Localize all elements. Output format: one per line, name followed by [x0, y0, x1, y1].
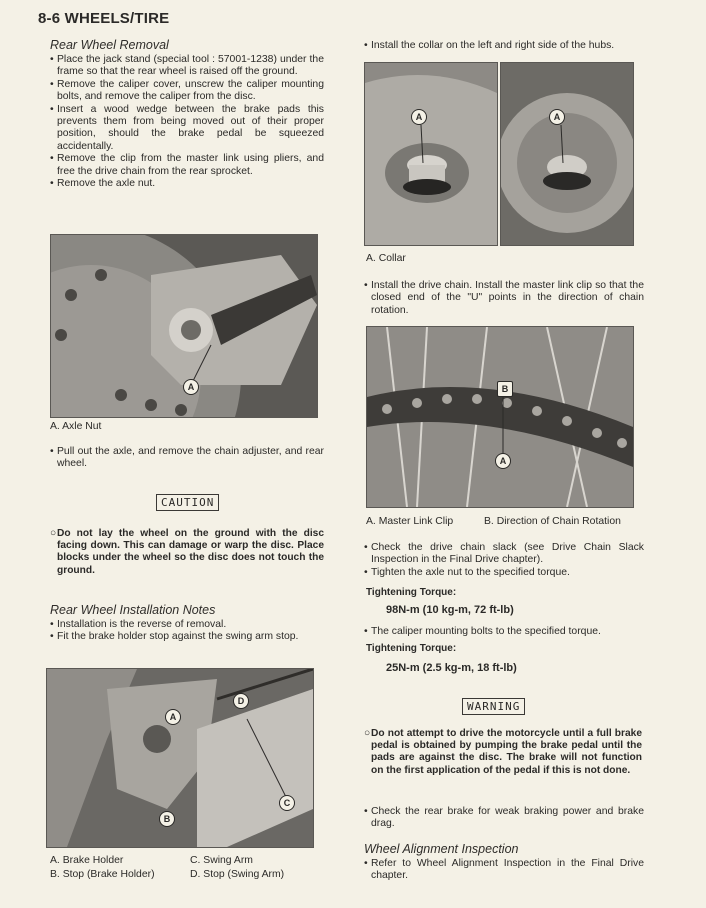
- install-step: • Installation is the reverse of removal.: [50, 619, 227, 630]
- photo2-caption-c: C. Swing Arm: [190, 855, 253, 866]
- caution-label: CAUTION: [156, 494, 219, 511]
- removal-step: • Place the jack stand (special tool : 57001-1238) under the frame so that the rear wheel is raised off the ground.: [50, 54, 324, 78]
- removal-step: • Remove the axle nut.: [50, 178, 156, 190]
- caliper-step: [364, 626, 644, 638]
- alignment-step-item: • Refer to Wheel Alignment Inspection in the Final Drive chapter.: [364, 858, 644, 882]
- photo2-callout-b: B: [159, 811, 175, 827]
- caution-item: ○ Do not lay the wheel on the ground with the disc facing down. This can damage or warp the disc. Place blocks under the wheel so the disc does not touch the ground.: [50, 528, 324, 576]
- brake-step-item: • Check the rear brake for weak braking power and brake drag.: [364, 806, 644, 830]
- removal-step: • Remove the clip from the master link using pliers, and free the drive chain from the rear sprocket.: [50, 153, 324, 177]
- chain-step: [364, 280, 644, 317]
- slack-step: • Tighten the axle nut to the specified torque.: [364, 566, 570, 578]
- install-step: • Fit the brake holder stop against the swing arm stop.: [50, 631, 299, 643]
- pull-step: [50, 446, 324, 471]
- photo3-callout-a-right: A: [549, 109, 565, 125]
- warning-item: ○ Do not attempt to drive the motorcycle until a full brake pedal is obtained by pumping the brake pedal until the pads are against the disc. The brake will not function on the first application of the pedal if this is not done.: [364, 728, 642, 776]
- collar-photo-left: [364, 62, 498, 246]
- page-header: 8-6 WHEELS/TIRE: [38, 10, 170, 27]
- collar-step-item: • Install the collar on the left and right side of the hubs.: [364, 40, 615, 51]
- photo4-callout-a: A: [495, 453, 511, 469]
- torque2-label: Tightening Torque:: [366, 643, 457, 654]
- removal-title: Rear Wheel Removal: [50, 38, 169, 52]
- torque2-value: 25N-m (2.5 kg-m, 18 ft-lb): [386, 662, 517, 674]
- collar-photo-right: [500, 62, 634, 246]
- slack-step: • Check the drive chain slack (see Drive Chain Slack Inspection in the Final Drive chapter).: [364, 542, 644, 566]
- chain-step-item: • Install the drive chain. Install the master link clip so that the closed end of the "U" points in the direction of chain rotation.: [364, 280, 644, 316]
- chain-photo: [366, 326, 634, 508]
- warning-label: WARNING: [462, 698, 525, 715]
- removal-step: • Insert a wood wedge between the brake pads this prevents them from being moved out of their proper position, should the brake pedal be squeezed accidentally.: [50, 103, 324, 152]
- torque1-label: Tightening Torque:: [366, 587, 457, 598]
- collar-step: [364, 40, 644, 52]
- photo1-caption: A. Axle Nut: [50, 421, 102, 432]
- photo1-callout-a: A: [183, 379, 199, 395]
- warning-text: [364, 728, 642, 777]
- photo2-callout-c: C: [279, 795, 295, 811]
- caution-text: [50, 528, 324, 577]
- install-steps: [50, 619, 324, 644]
- photo4-callout-b: B: [497, 381, 513, 397]
- removal-steps: [50, 54, 324, 190]
- brake-step: [364, 806, 644, 831]
- photo2-caption-d: D. Stop (Swing Arm): [190, 869, 285, 880]
- photo3-caption: A. Collar: [366, 253, 406, 264]
- photo2-caption-b: B. Stop (Brake Holder): [50, 869, 155, 880]
- slack-steps: [364, 542, 644, 579]
- photo2-caption-a: A. Brake Holder: [50, 855, 124, 866]
- photo2-callout-d: D: [233, 693, 249, 709]
- brake-holder-photo: [46, 668, 314, 848]
- photo4-caption-a: A. Master Link Clip: [366, 516, 454, 527]
- axle-nut-photo: [50, 234, 318, 418]
- alignment-title: Wheel Alignment Inspection: [364, 842, 519, 856]
- photo3-callout-a-left: A: [411, 109, 427, 125]
- torque1-value: 98N-m (10 kg-m, 72 ft-lb): [386, 604, 514, 616]
- photo4-caption-b: B. Direction of Chain Rotation: [484, 516, 621, 527]
- photo2-callout-a: A: [165, 709, 181, 725]
- caliper-step-item: • The caliper mounting bolts to the specified torque.: [364, 626, 601, 637]
- pull-step-item: • Pull out the axle, and remove the chain adjuster, and rear wheel.: [50, 446, 324, 470]
- removal-step: • Remove the caliper cover, unscrew the caliper mounting bolts, and remove the caliper from the disc.: [50, 78, 324, 103]
- install-title: Rear Wheel Installation Notes: [50, 603, 216, 617]
- alignment-step: [364, 858, 644, 883]
